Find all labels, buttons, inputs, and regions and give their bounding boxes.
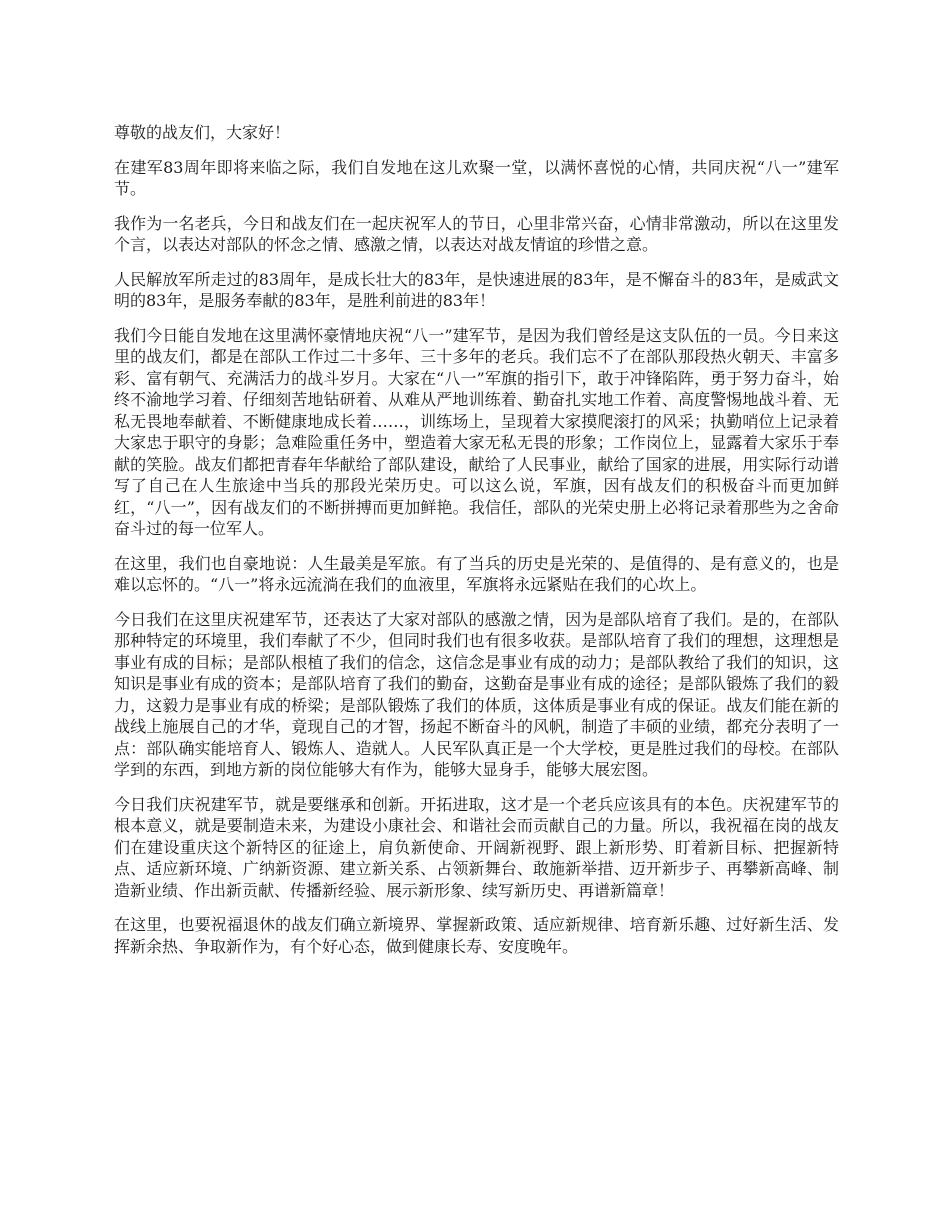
- veteran-paragraph: 我作为一名老兵，今日和战友们在一起庆祝军人的节日，心里非常兴奋，心情非常激动，所以在这里发个言，以表达对部队的怀念之情、感激之情，以表达对战友情谊的珍惜之意。: [114, 213, 839, 254]
- document-page: [114, 122, 839, 970]
- gratitude-paragraph: 今日我们在这里庆祝建军节，还表达了大家对部队的感激之情，因为是部队培育了我们。是的，在部队那种特定的环境里，我们奉献了不少，但同时我们也有很多收获。是部队培育了我们的理想，这理想是事业有成的目标；是部队根植了我们的信念，这信念是事业有成的动力；是部队教给了我们的知识，这知识是事业有成的资本；是部队培育了我们的勤奋，这勤奋是事业有成的途径；是部队锻炼了我们的毅力，这毅力是事业有成的桥梁；是部队锻炼了我们的体质，这体质是事业有成的保证。战友们能在新的战线上施展自己的才华，竟现自己的才智，扬起不断奋斗的风帆，制造了丰硕的业绩，都充分表明了一点：部队确实能培育人、锻炼人、造就人。人民军队真正是一个大学校，更是胜过我们的母校。在部队学到的东西，到地方新的岗位能够大有作为，能够大显身手，能够大展宏图。: [114, 609, 839, 779]
- blessing-paragraph: 在这里，也要祝福退休的战友们确立新境界、掌握新政策、适应新规律、培育新乐趣、过好新生活、发挥新余热、争取新作为，有个好心态，做到健康长寿、安度晚年。: [114, 915, 839, 956]
- anniversary-paragraph: 人民解放军所走过的83周年，是成长壮大的83年，是快速进展的83年，是不懈奋斗的83年，是威武文明的83年，是服务奉献的83年，是胜利前进的83年！: [114, 269, 839, 310]
- innovation-paragraph: 今日我们庆祝建军节，就是要继承和创新。开拓进取，这才是一个老兵应该具有的本色。庆祝建军节的根本意义，就是要制造未来，为建设小康社会、和谐社会而贡献自己的力量。所以，我祝福在岗的战友们在建设重庆这个新特区的征途上，肩负新使命、开阔新视野、跟上新形势、盯着新目标、把握新特点、适应新环境、广纳新资源、建立新关系、占领新舞台、敢施新举措、迈开新步子、再攀新高峰、制造新业绩、作出新贡献、传播新经验、展示新形象、续写新历史、再谱新篇章！: [114, 794, 839, 900]
- intro-paragraph: 在建军83周年即将来临之际，我们自发地在这儿欢聚一堂，以满怀喜悦的心情，共同庆祝“八一”建军节。: [114, 157, 839, 198]
- memories-paragraph: 我们今日能自发地在这里满怀豪情地庆祝“八一”建军节，是因为我们曾经是这支队伍的一员。今日来这里的战友们，都是在部队工作过二十多年、三十多年的老兵。我们忘不了在部队那段热火朝天、丰富多彩、富有朝气、充满活力的战斗岁月。大家在“八一”军旗的指引下，敢于冲锋陷阵，勇于努力奋斗，始终不渝地学习着、仔细刻苦地钻研着、从难从严地训练着、勤奋扎实地工作着、高度警惕地战斗着、无私无畏地奉献着、不断健康地成长着……，训练场上，呈现着大家摸爬滚打的风采；执勤哨位上记录着大家忠于职守的身影；急难险重任务中，塑造着大家无私无畏的形象；工作岗位上，显露着大家乐于奉献的笑脸。战友们都把青春年华献给了部队建设，献给了人民事业，献给了国家的进展，用实际行动谱写了自己在人生旅途中当兵的那段光荣历史。可以这么说，军旗，因有战友们的积极奋斗而更加鲜红，“八一”，因有战友们的不断拼搏而更加鲜艳。我信任，部队的光荣史册上必将记录着那些为之舍命奋斗过的每一位军人。: [114, 325, 839, 538]
- pride-paragraph: 在这里，我们也自豪地说：人生最美是军旅。有了当兵的历史是光荣的、是值得的、是有意义的，也是难以忘怀的。“八一”将永远流淌在我们的血液里，军旗将永远紧贴在我们的心坎上。: [114, 553, 839, 594]
- greeting-paragraph: 尊敬的战友们，大家好！: [114, 123, 291, 142]
